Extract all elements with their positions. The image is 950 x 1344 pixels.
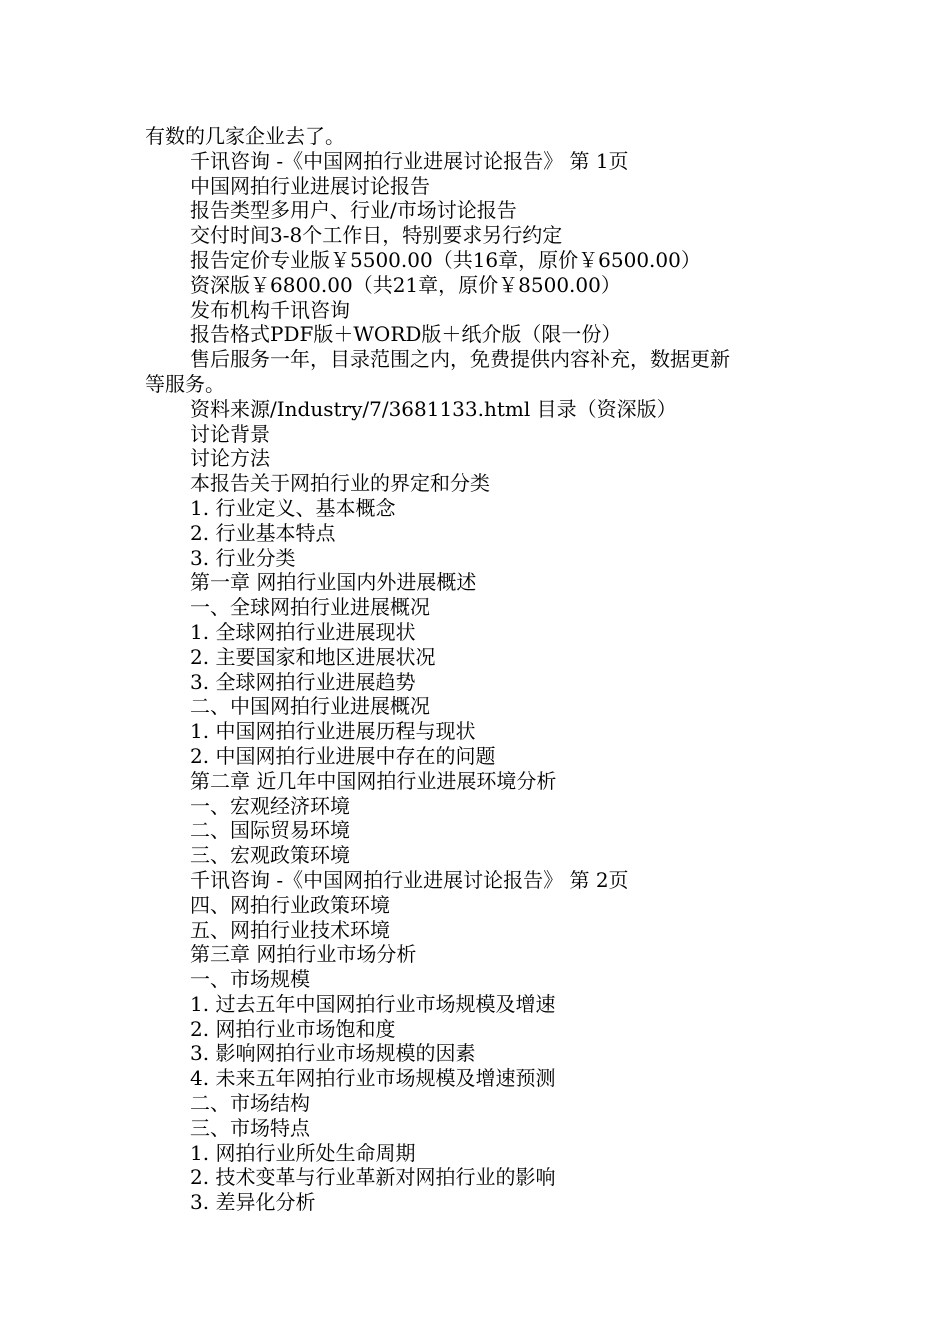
source-and-toc-title: 资料来源/Industry/7/3681133.html 目录（资深版） xyxy=(190,396,677,421)
toc-chapter: 第三章 网拍行业市场分析 xyxy=(190,942,417,967)
after-sales-service-cont: 等服务。 xyxy=(145,371,225,396)
toc-item: 1. 全球网拍行业进展现状 xyxy=(190,619,416,644)
toc-item: 讨论方法 xyxy=(190,446,270,471)
toc-section: 五、网拍行业技术环境 xyxy=(190,917,390,942)
body-text-line: 有数的几家企业去了。 xyxy=(145,124,345,148)
page-header-line: 千讯咨询 -《中国网拍行业进展讨论报告》 第 2页 xyxy=(190,867,629,892)
toc-section: 二、中国网拍行业进展概况 xyxy=(190,694,430,719)
toc-section: 三、市场特点 xyxy=(190,1115,310,1140)
toc-item: 4. 未来五年网拍行业市场规模及增速预测 xyxy=(190,1066,556,1091)
toc-item: 2. 主要国家和地区进展状况 xyxy=(190,644,436,669)
toc-item: 3. 全球网拍行业进展趋势 xyxy=(190,669,416,694)
toc-item: 2. 技术变革与行业革新对网拍行业的影响 xyxy=(190,1165,556,1190)
toc-section: 二、国际贸易环境 xyxy=(190,818,350,843)
toc-section: 三、宏观政策环境 xyxy=(190,843,350,868)
toc-item: 讨论背景 xyxy=(190,421,270,446)
toc-item: 3. 差异化分析 xyxy=(190,1190,316,1215)
toc-item: 1. 网拍行业所处生命周期 xyxy=(190,1140,416,1165)
toc-chapter: 第一章 网拍行业国内外进展概述 xyxy=(190,570,477,595)
price-senior: 资深版￥6800.00（共21章，原价￥8500.00） xyxy=(190,272,621,297)
toc-item: 2. 中国网拍行业进展中存在的问题 xyxy=(190,743,496,768)
toc-item: 1. 行业定义、基本概念 xyxy=(190,495,396,520)
toc-item: 1. 中国网拍行业进展历程与现状 xyxy=(190,719,476,744)
toc-section: 二、市场结构 xyxy=(190,1091,310,1116)
report-type: 报告类型多用户、行业/市场讨论报告 xyxy=(190,198,517,223)
report-format: 报告格式PDF版＋WORD版＋纸介版（限一份） xyxy=(190,322,622,347)
toc-item: 2. 行业基本特点 xyxy=(190,520,336,545)
toc-section: 四、网拍行业政策环境 xyxy=(190,892,390,917)
report-title: 中国网拍行业进展讨论报告 xyxy=(190,173,430,198)
toc-section: 一、宏观经济环境 xyxy=(190,793,350,818)
toc-item: 本报告关于网拍行业的界定和分类 xyxy=(190,471,490,496)
toc-item: 1. 过去五年中国网拍行业市场规模及增速 xyxy=(190,991,556,1016)
toc-section: 一、市场规模 xyxy=(190,967,310,992)
document-body xyxy=(145,124,815,1215)
toc-chapter: 第二章 近几年中国网拍行业进展环境分析 xyxy=(190,768,557,793)
page-header-line: 千讯咨询 -《中国网拍行业进展讨论报告》 第 1页 xyxy=(190,148,629,173)
toc-section: 一、全球网拍行业进展概况 xyxy=(190,595,430,620)
toc-item: 2. 网拍行业市场饱和度 xyxy=(190,1016,396,1041)
delivery-time: 交付时间3-8个工作日，特别要求另行约定 xyxy=(190,223,563,248)
price-professional: 报告定价专业版￥5500.00（共16章，原价￥6500.00） xyxy=(190,247,701,272)
toc-item: 3. 影响网拍行业市场规模的因素 xyxy=(190,1041,476,1066)
publisher: 发布机构千讯咨询 xyxy=(190,297,350,322)
toc-item: 3. 行业分类 xyxy=(190,545,296,570)
after-sales-service: 售后服务一年，目录范围之内，免费提供内容补充，数据更新 xyxy=(190,347,730,372)
